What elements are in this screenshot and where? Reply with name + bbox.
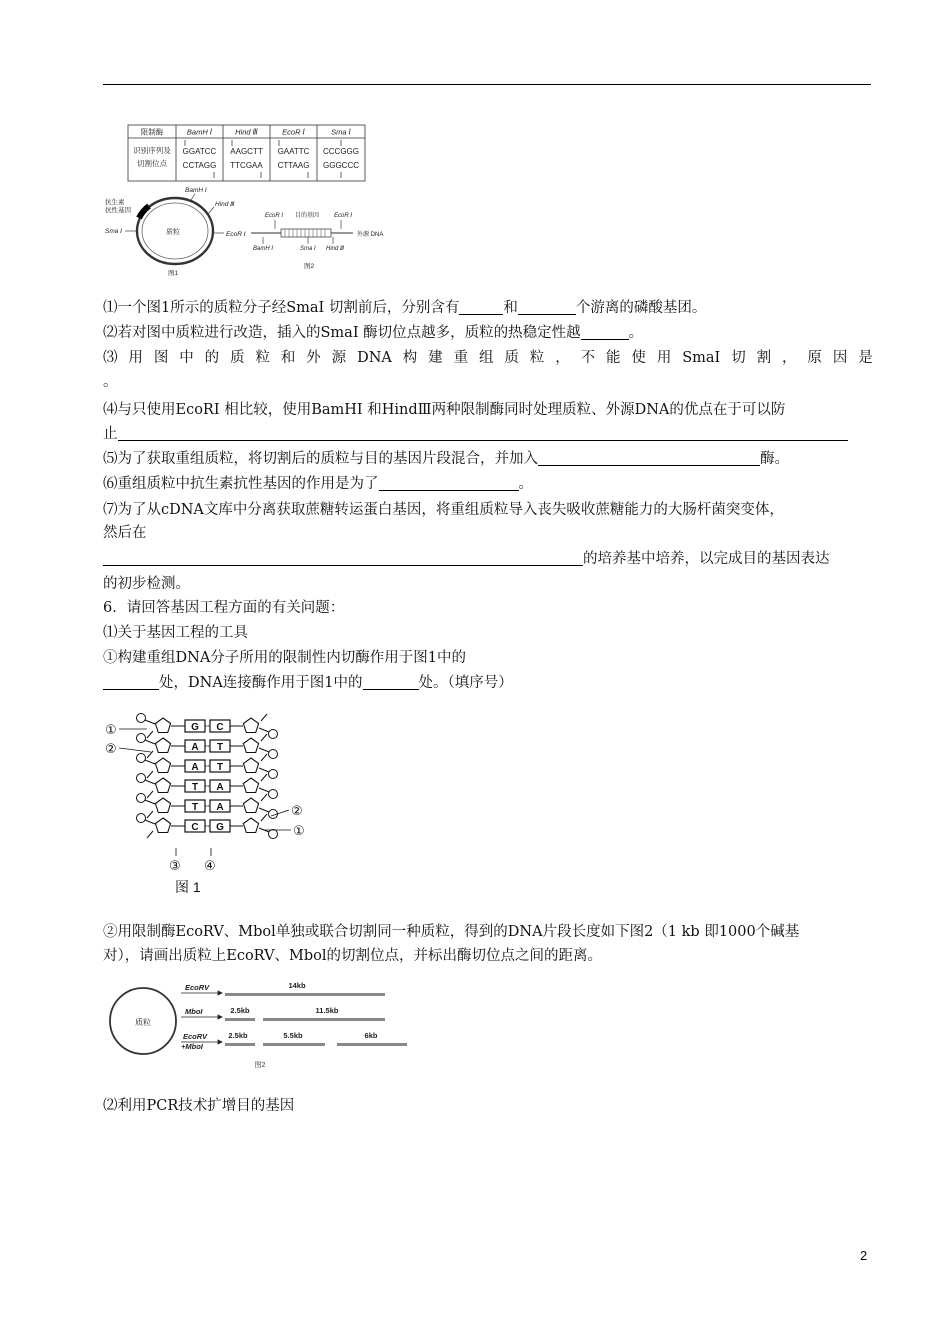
q5-3-word: 外 bbox=[306, 350, 321, 366]
q5-7-text: ⑺为了从cDNA文库中分离获取蔗糖转运蛋白基因，将重组质粒导入丧失吸收蔗糖能力的大肠杆菌突变体， bbox=[103, 502, 784, 518]
q5-3-word: 组 bbox=[478, 350, 494, 366]
q5-3-word: 重 bbox=[453, 350, 469, 366]
q5-line-1 bbox=[103, 298, 873, 318]
sugar-right bbox=[243, 778, 258, 793]
phosphate-left bbox=[137, 794, 146, 803]
answer-blank-4[interactable] bbox=[118, 425, 848, 441]
backbone-right bbox=[259, 768, 269, 772]
q5-9-text: 的初步检测。 bbox=[103, 576, 190, 592]
backbone-right-up bbox=[261, 814, 267, 821]
answer-blank-9[interactable] bbox=[363, 674, 419, 690]
answer-blank-1[interactable] bbox=[459, 299, 503, 315]
q5-line-5 bbox=[103, 449, 873, 469]
dna-pair-rows bbox=[137, 714, 278, 839]
row-label-1: 识别序列及 bbox=[133, 146, 171, 155]
q5-line-2 bbox=[103, 323, 873, 343]
row2-enzyme-label: MboI bbox=[185, 1007, 203, 1016]
seq-bottom-bamh: CCTAGG bbox=[182, 161, 217, 170]
sugar-right bbox=[243, 818, 258, 833]
row3-enzyme-label-1: EcoRV bbox=[183, 1032, 208, 1041]
q5-6-text-a: ⑹重组质粒中抗生素抗性基因的作用是为了 bbox=[103, 476, 379, 492]
backbone-right-up bbox=[261, 794, 267, 801]
q5-3-word: DNA bbox=[357, 350, 392, 366]
q5-3-word: 因 bbox=[832, 350, 848, 366]
site-sma-label: Sma Ⅰ bbox=[105, 228, 123, 235]
foreign-dna-label: 外源 DNA bbox=[357, 232, 384, 238]
base-letter-right: T bbox=[216, 762, 224, 773]
backbone-left-down bbox=[147, 811, 153, 818]
q5-1-text-a: ⑴一个图1所示的质粒分子经SmaⅠ 切割前后，分别含有 bbox=[103, 300, 460, 316]
phosphate-right bbox=[269, 730, 278, 739]
q5-7-text-b: 然后在 bbox=[103, 525, 147, 541]
dna-figure-caption: 图 1 bbox=[175, 879, 201, 895]
sugar-left bbox=[155, 778, 170, 793]
q6-title bbox=[103, 598, 873, 618]
phosphate-left bbox=[137, 774, 146, 783]
site-bamh-label: BamH Ⅰ bbox=[185, 187, 207, 194]
resistance-label-2: 抗性基因 bbox=[105, 207, 131, 214]
q5-line-7b bbox=[103, 523, 873, 543]
header-rule bbox=[103, 84, 871, 85]
q5-5-text-a: ⑸为了获取重组质粒，将切割后的质粒与目的基因片段混合，并加入 bbox=[103, 451, 538, 467]
fragment-bars bbox=[225, 993, 407, 1046]
site-hind-label: Hind Ⅲ bbox=[215, 201, 235, 208]
q5-1-text-b: 和 bbox=[503, 300, 518, 316]
digest-plasmid-label: 质粒 bbox=[135, 1018, 151, 1027]
backbone-right bbox=[259, 748, 269, 752]
base-letter-left: C bbox=[191, 822, 199, 833]
seq-top-bamh: GGATCC bbox=[182, 147, 217, 156]
q5-3-word: 使 bbox=[631, 350, 646, 366]
seq-top-hind: AAGCTT bbox=[230, 147, 263, 156]
seq-top-sma: CCCGGG bbox=[323, 147, 359, 156]
answer-blank-2[interactable] bbox=[518, 299, 576, 315]
table-header-sma: Sma Ⅰ bbox=[331, 127, 351, 137]
row3-enzyme-label-2: +MboI bbox=[181, 1042, 203, 1051]
q5-line-8 bbox=[103, 549, 873, 569]
q5-3-word: ， bbox=[782, 350, 797, 366]
q6-item2-text-b: 对），请画出质粒上EcoRV、Mbol的切割位点，并标出酶切位点之间的距离。 bbox=[103, 948, 603, 964]
q5-3-word: 割 bbox=[756, 350, 772, 366]
dna-ecor-right: EcoR Ⅰ bbox=[334, 213, 353, 219]
table-header-enzyme: 限制酶 bbox=[140, 127, 164, 137]
target-gene-region bbox=[281, 229, 331, 237]
backbone-left bbox=[145, 800, 155, 804]
q5-2-text-b: 。 bbox=[628, 325, 644, 341]
q6-item1 bbox=[103, 648, 873, 668]
q6-sub2 bbox=[103, 1096, 873, 1116]
backbone-right bbox=[259, 788, 269, 792]
phosphate-right bbox=[269, 770, 278, 779]
row1-fragment-bar bbox=[225, 993, 385, 996]
base-letter-left: T bbox=[191, 802, 199, 813]
table-header-ecor: EcoR Ⅰ bbox=[282, 127, 305, 137]
phosphate-right bbox=[269, 790, 278, 799]
backbone-left-down bbox=[147, 791, 153, 798]
q6-item1-text: ①构建重组DNA分子所用的限制性内切酶作用于图1中的 bbox=[103, 650, 467, 666]
row2-fragment-bar-1 bbox=[225, 1018, 255, 1021]
row1-fragment-1: 14kb bbox=[288, 981, 306, 990]
table-header-hind: Hind Ⅲ bbox=[235, 127, 258, 137]
q5-line-3-end bbox=[103, 372, 873, 392]
backbone-left bbox=[145, 820, 155, 824]
q5-3-word: 能 bbox=[606, 350, 621, 366]
q6-item1-text-b: 处，DNA连接酶作用于图1中的 bbox=[159, 675, 363, 691]
base-pair-row bbox=[137, 714, 278, 739]
q6-title-text: 6．请回答基因工程方面的有关问题： bbox=[103, 600, 345, 616]
phosphate-left bbox=[137, 734, 146, 743]
row3-fragment-1: 2.5kb bbox=[228, 1031, 248, 1040]
figure-restriction-enzymes bbox=[103, 118, 403, 283]
row2-fragment-2: 11.5kb bbox=[315, 1006, 339, 1015]
q6-sub1-text: ⑴关于基因工程的工具 bbox=[103, 625, 248, 641]
phosphate-right bbox=[269, 750, 278, 759]
site-ecor-label: EcoR Ⅰ bbox=[226, 231, 246, 238]
q5-6-text-b: 。 bbox=[518, 476, 533, 492]
base-letter-left: A bbox=[191, 762, 199, 773]
q5-3-justified-words bbox=[103, 348, 873, 368]
q5-3-word: 粒 bbox=[255, 350, 270, 366]
sugar-right bbox=[243, 758, 258, 773]
q5-3-word: SmaⅠ bbox=[682, 350, 721, 366]
row3-fragment-2: 5.5kb bbox=[283, 1031, 303, 1040]
q5-4-text: ⑷与只使用EcoRⅠ 相比较，使用BamHⅠ 和HindⅢ两种限制酶同时处理质粒、外源DNA的优点在于可以防 bbox=[103, 402, 786, 418]
backbone-right-up bbox=[261, 714, 267, 721]
marker-2-left: ② bbox=[105, 741, 117, 756]
marker-4: ④ bbox=[204, 858, 216, 873]
resistance-gene-segment bbox=[139, 206, 149, 218]
q6-item2 bbox=[103, 922, 873, 942]
row2-fragment-1: 2.5kb bbox=[230, 1006, 250, 1015]
row1-enzyme-label: EcoRV bbox=[185, 983, 210, 992]
backbone-right-up bbox=[261, 754, 267, 761]
foreign-dna-diagram bbox=[251, 211, 383, 270]
q5-line-9 bbox=[103, 574, 873, 594]
dna-target-gene-label: 目的基因 bbox=[295, 213, 320, 219]
q5-3-word: ⑶ bbox=[103, 350, 118, 366]
backbone-left bbox=[145, 740, 155, 744]
backbone-left-down bbox=[147, 731, 153, 738]
sugar-left bbox=[155, 758, 170, 773]
base-letter-right: A bbox=[216, 802, 224, 813]
q5-3-word: 是 bbox=[858, 350, 873, 366]
q5-line-7 bbox=[103, 500, 873, 520]
marker-3: ③ bbox=[169, 858, 181, 873]
q5-3-word: 粒 bbox=[529, 350, 545, 366]
digest-caption: 图2 bbox=[254, 1062, 266, 1069]
row3-fragment-bar-3 bbox=[337, 1043, 407, 1046]
backbone-left bbox=[145, 720, 155, 724]
q6-item2-b bbox=[103, 946, 873, 966]
marker-1-left: ① bbox=[105, 722, 117, 737]
q6-item1-text-c: 处。（填序号） bbox=[418, 675, 513, 691]
cut-arrows bbox=[182, 140, 341, 178]
row3-fragment-bar-1 bbox=[225, 1043, 255, 1046]
answer-blank-8[interactable] bbox=[103, 674, 159, 690]
page-number: 2 bbox=[860, 1248, 868, 1263]
q5-line-4b bbox=[103, 424, 873, 444]
base-letter-right: C bbox=[216, 722, 224, 733]
row3-fragment-3: 6kb bbox=[364, 1031, 378, 1040]
q5-8-text: 的培养基中培养，以完成目的基因表达 bbox=[583, 551, 830, 567]
answer-blank-6[interactable] bbox=[379, 475, 519, 491]
answer-blank-5[interactable] bbox=[538, 450, 760, 466]
q5-3-word: 质 bbox=[504, 350, 519, 366]
seq-bottom-sma: GGGCCC bbox=[323, 161, 359, 170]
backbone-right-up bbox=[261, 774, 267, 781]
q5-2-text-a: ⑵若对图中质粒进行改造，插入的SmaⅠ 酶切位点越多，质粒的热稳定性越 bbox=[103, 325, 581, 341]
sugar-left bbox=[155, 798, 170, 813]
phosphate-left bbox=[137, 814, 146, 823]
q5-3-word: 用 bbox=[128, 350, 143, 366]
q5-3-word: 原 bbox=[807, 350, 822, 366]
base-pair-row bbox=[137, 734, 278, 759]
row-label-2: 切割位点 bbox=[137, 159, 167, 168]
sugar-right bbox=[243, 798, 258, 813]
seq-top-ecor: GAATTC bbox=[277, 147, 310, 156]
sugar-left bbox=[155, 738, 170, 753]
base-letter-left: G bbox=[191, 722, 199, 733]
base-pair-row bbox=[137, 754, 278, 779]
sugar-left bbox=[155, 818, 170, 833]
dna-sma-label: Sma Ⅰ bbox=[300, 246, 316, 252]
backbone-left-down bbox=[147, 771, 153, 778]
q5-3-word: 用 bbox=[656, 350, 672, 366]
base-pair-row bbox=[137, 814, 278, 839]
q5-5-text-b: 酶。 bbox=[760, 451, 789, 467]
seq-bottom-ecor: CTTAAG bbox=[277, 161, 310, 170]
fig1-caption: 图1 bbox=[167, 270, 179, 277]
base-letter-right: T bbox=[216, 742, 224, 753]
q5-3-word: 构 bbox=[402, 350, 418, 366]
phosphate-left bbox=[137, 754, 146, 763]
dna-hind-label: Hind Ⅲ bbox=[326, 246, 345, 252]
fig2-caption: 图2 bbox=[303, 263, 315, 270]
base-letter-left: A bbox=[191, 742, 199, 753]
backbone-right-up bbox=[261, 734, 267, 741]
base-letter-right: A bbox=[216, 782, 224, 793]
table-header-bamh: BamH Ⅰ bbox=[186, 127, 213, 137]
q6-item1-b bbox=[103, 673, 873, 693]
answer-blank-3[interactable] bbox=[581, 324, 629, 340]
dna-bamh-label: BamH Ⅰ bbox=[253, 246, 274, 252]
sugar-left bbox=[155, 718, 170, 733]
q5-3-word: 图 bbox=[153, 350, 169, 366]
backbone-right bbox=[259, 728, 269, 732]
q5-3-word: ， bbox=[555, 350, 570, 366]
base-pair-row bbox=[137, 794, 278, 819]
q5-4-text-end: 止 bbox=[103, 426, 118, 442]
q6-item2-text-a: ②用限制酶EcoRV、Mbol单独或联合切割同一种质粒，得到的DNA片段长度如下图2（1 kb 即1000个碱基 bbox=[103, 924, 800, 940]
backbone-right bbox=[259, 808, 269, 812]
q5-3-word: 建 bbox=[428, 350, 443, 366]
sugar-right bbox=[243, 718, 258, 733]
q5-line-6 bbox=[103, 474, 873, 494]
base-letter-right: G bbox=[216, 822, 224, 833]
phosphate-right bbox=[269, 830, 278, 839]
row2-fragment-bar-2 bbox=[263, 1018, 385, 1021]
backbone-left-down bbox=[147, 831, 153, 838]
base-pair-row bbox=[137, 774, 278, 799]
q6-sub2-text: ⑵利用PCR技术扩增目的基因 bbox=[103, 1098, 295, 1114]
base-letter-left: T bbox=[191, 782, 199, 793]
q5-3-word: 质 bbox=[230, 350, 245, 366]
q5-3-word: 的 bbox=[204, 350, 220, 366]
q5-3-word: 中 bbox=[179, 350, 194, 366]
marker-2-right: ② bbox=[291, 803, 303, 818]
q5-3-word: 和 bbox=[280, 350, 296, 366]
plasmid-label: 质粒 bbox=[166, 229, 180, 236]
row3-fragment-bar-2 bbox=[263, 1043, 325, 1046]
q5-3-word: 源 bbox=[331, 350, 347, 366]
q5-3-word: 切 bbox=[731, 350, 746, 366]
seq-bottom-hind: TTCGAA bbox=[230, 161, 263, 170]
backbone-left bbox=[145, 780, 155, 784]
q5-line-4 bbox=[103, 400, 873, 420]
figure-dna-structure bbox=[103, 708, 318, 898]
q5-3-period: 。 bbox=[103, 374, 118, 390]
marker-1-right: ① bbox=[293, 823, 305, 838]
q6-sub1 bbox=[103, 623, 873, 643]
dna-ecor-left: EcoR Ⅰ bbox=[265, 213, 284, 219]
q5-1-text-c: 个游离的磷酸基团。 bbox=[575, 300, 707, 316]
q5-line-3 bbox=[103, 348, 873, 368]
sugar-right bbox=[243, 738, 258, 753]
figure-digest-fragments bbox=[103, 975, 423, 1075]
backbone-left bbox=[145, 760, 155, 764]
answer-blank-7[interactable] bbox=[103, 550, 583, 566]
resistance-label-1: 抗生素 bbox=[105, 199, 125, 206]
phosphate-left bbox=[137, 714, 146, 723]
q5-3-word: 不 bbox=[580, 350, 596, 366]
plasmid-diagram bbox=[105, 187, 246, 277]
